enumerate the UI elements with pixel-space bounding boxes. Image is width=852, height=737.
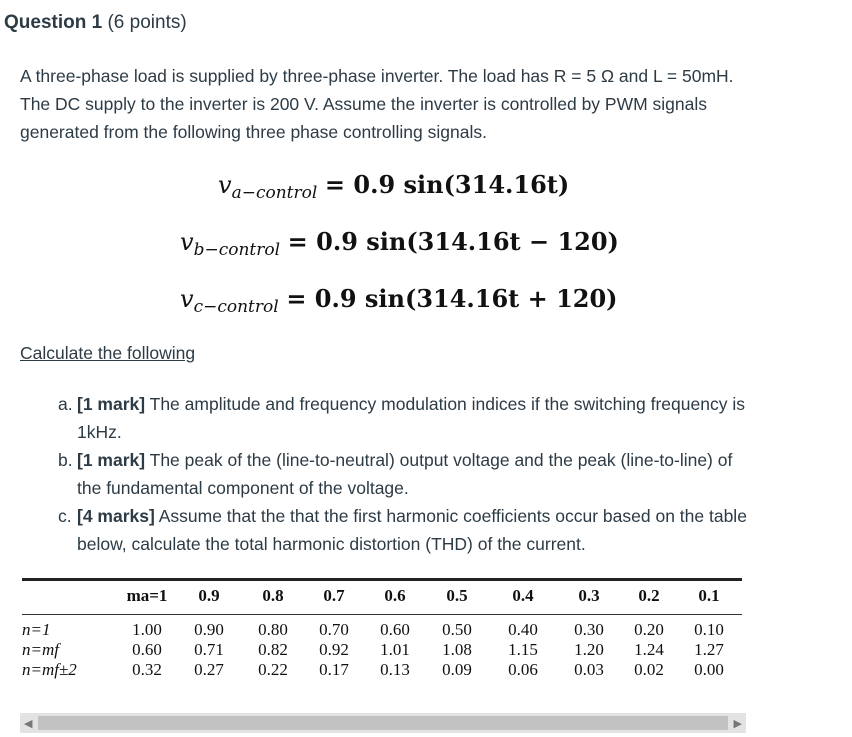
question-title: Question 1	[4, 12, 103, 33]
sub-question-b	[58, 446, 758, 502]
question-intro: A three-phase load is supplied by three-phase inverter. The load has R = 5 Ω and L = 50mH. The DC supply to the inverter is 200 V. Assume the inverter is controlled by PWM signals generated from the following three phase controlling signals.	[20, 66, 734, 142]
table-header-rule	[22, 614, 742, 615]
table-header-cell: 0.4	[512, 586, 534, 605]
equation-c-var: v	[180, 285, 194, 313]
sub-question-a	[58, 390, 758, 446]
table-row-label: n=1	[22, 620, 51, 639]
table-cell: 0.40	[508, 620, 538, 639]
table-cell: 0.27	[194, 660, 224, 679]
table-header-cell: 0.6	[384, 586, 406, 605]
table-cell: 0.92	[319, 640, 349, 659]
table-cell: 1.27	[694, 640, 724, 659]
sub-question-text: The amplitude and frequency modulation indices if the switching frequency is 1kHz.	[77, 394, 745, 442]
sub-question-text: The peak of the (line-to-neutral) output voltage and the peak (line-to-line) of the fundamental component of the voltage.	[77, 450, 733, 498]
table-cell: 1.01	[380, 640, 410, 659]
table-header-cell: 0.3	[578, 586, 600, 605]
table-cell: 1.20	[574, 640, 604, 659]
table-cell: 0.02	[634, 660, 664, 679]
sub-question-label: c.	[58, 506, 72, 526]
table-cell: 0.00	[694, 660, 724, 679]
table-cell: 0.80	[258, 620, 288, 639]
sub-question-label: a.	[58, 394, 73, 414]
horizontal-scrollbar[interactable]	[20, 713, 746, 733]
table-cell: 0.71	[194, 640, 224, 659]
table-cell: 0.70	[319, 620, 349, 639]
scroll-left-icon[interactable]: ◀	[24, 717, 33, 730]
table-header-cell: 0.2	[638, 586, 660, 605]
table-cell: 0.22	[258, 660, 288, 679]
equation-b-sub: b−control	[193, 240, 281, 260]
table-cell: 0.06	[508, 660, 538, 679]
equation-a	[218, 170, 569, 203]
table-cell: 0.20	[634, 620, 664, 639]
table-top-rule	[22, 578, 742, 581]
equation-b	[180, 227, 619, 260]
scrollbar-thumb[interactable]	[38, 716, 728, 730]
table-cell: 0.09	[442, 660, 472, 679]
table-cell: 0.82	[258, 640, 288, 659]
table-cell: 0.13	[380, 660, 410, 679]
table-row-label: n=mf±2	[22, 660, 77, 679]
table-header-cell: 0.1	[698, 586, 720, 605]
question-points: (6 points)	[107, 12, 187, 33]
table-cell: 0.50	[442, 620, 472, 639]
table-cell: 0.60	[380, 620, 410, 639]
sub-question-c	[58, 502, 758, 558]
scroll-right-icon[interactable]: ▶	[733, 717, 742, 730]
table-cell: 1.08	[442, 640, 472, 659]
equation-a-rhs: = 0.9 sin(314.16t)	[324, 170, 570, 199]
equation-a-sub: a−control	[231, 183, 318, 203]
sub-question-mark: [1 mark]	[77, 394, 146, 414]
question-header	[4, 12, 187, 34]
table-cell: 0.30	[574, 620, 604, 639]
sub-question-text: Assume that the that the first harmonic coefficients occur based on the table below, calculate the total harmonic distortion (THD) of the current.	[77, 506, 747, 554]
table-header-cell: 0.5	[446, 586, 468, 605]
table-header-cell: 0.9	[198, 586, 220, 605]
equation-b-rhs: = 0.9 sin(314.16t − 120)	[287, 227, 619, 256]
table-cell: 0.10	[694, 620, 724, 639]
table-header-cell: ma=1	[126, 586, 168, 605]
table-cell: 0.90	[194, 620, 224, 639]
table-header-cell: 0.8	[262, 586, 284, 605]
equation-c-rhs: = 0.9 sin(314.16t + 120)	[286, 284, 618, 313]
sub-question-mark: [1 mark]	[77, 450, 146, 470]
equation-c	[180, 284, 618, 317]
table-cell: 1.00	[132, 620, 162, 639]
table-cell: 0.32	[132, 660, 162, 679]
table-header-cell: 0.7	[323, 586, 345, 605]
table-cell: 1.15	[508, 640, 538, 659]
equation-c-sub: c−control	[193, 297, 279, 317]
sub-question-mark: [4 marks]	[77, 506, 155, 526]
equation-a-var: v	[218, 171, 232, 199]
calc-heading: Calculate the following	[20, 343, 196, 363]
equation-b-var: v	[180, 228, 194, 256]
table-cell: 0.60	[132, 640, 162, 659]
sub-question-list	[58, 390, 758, 558]
table-cell: 1.24	[634, 640, 664, 659]
table-cell: 0.03	[574, 660, 604, 679]
sub-question-label: b.	[58, 450, 73, 470]
table-cell: 0.17	[319, 660, 349, 679]
table-row-label: n=mf	[22, 640, 59, 659]
